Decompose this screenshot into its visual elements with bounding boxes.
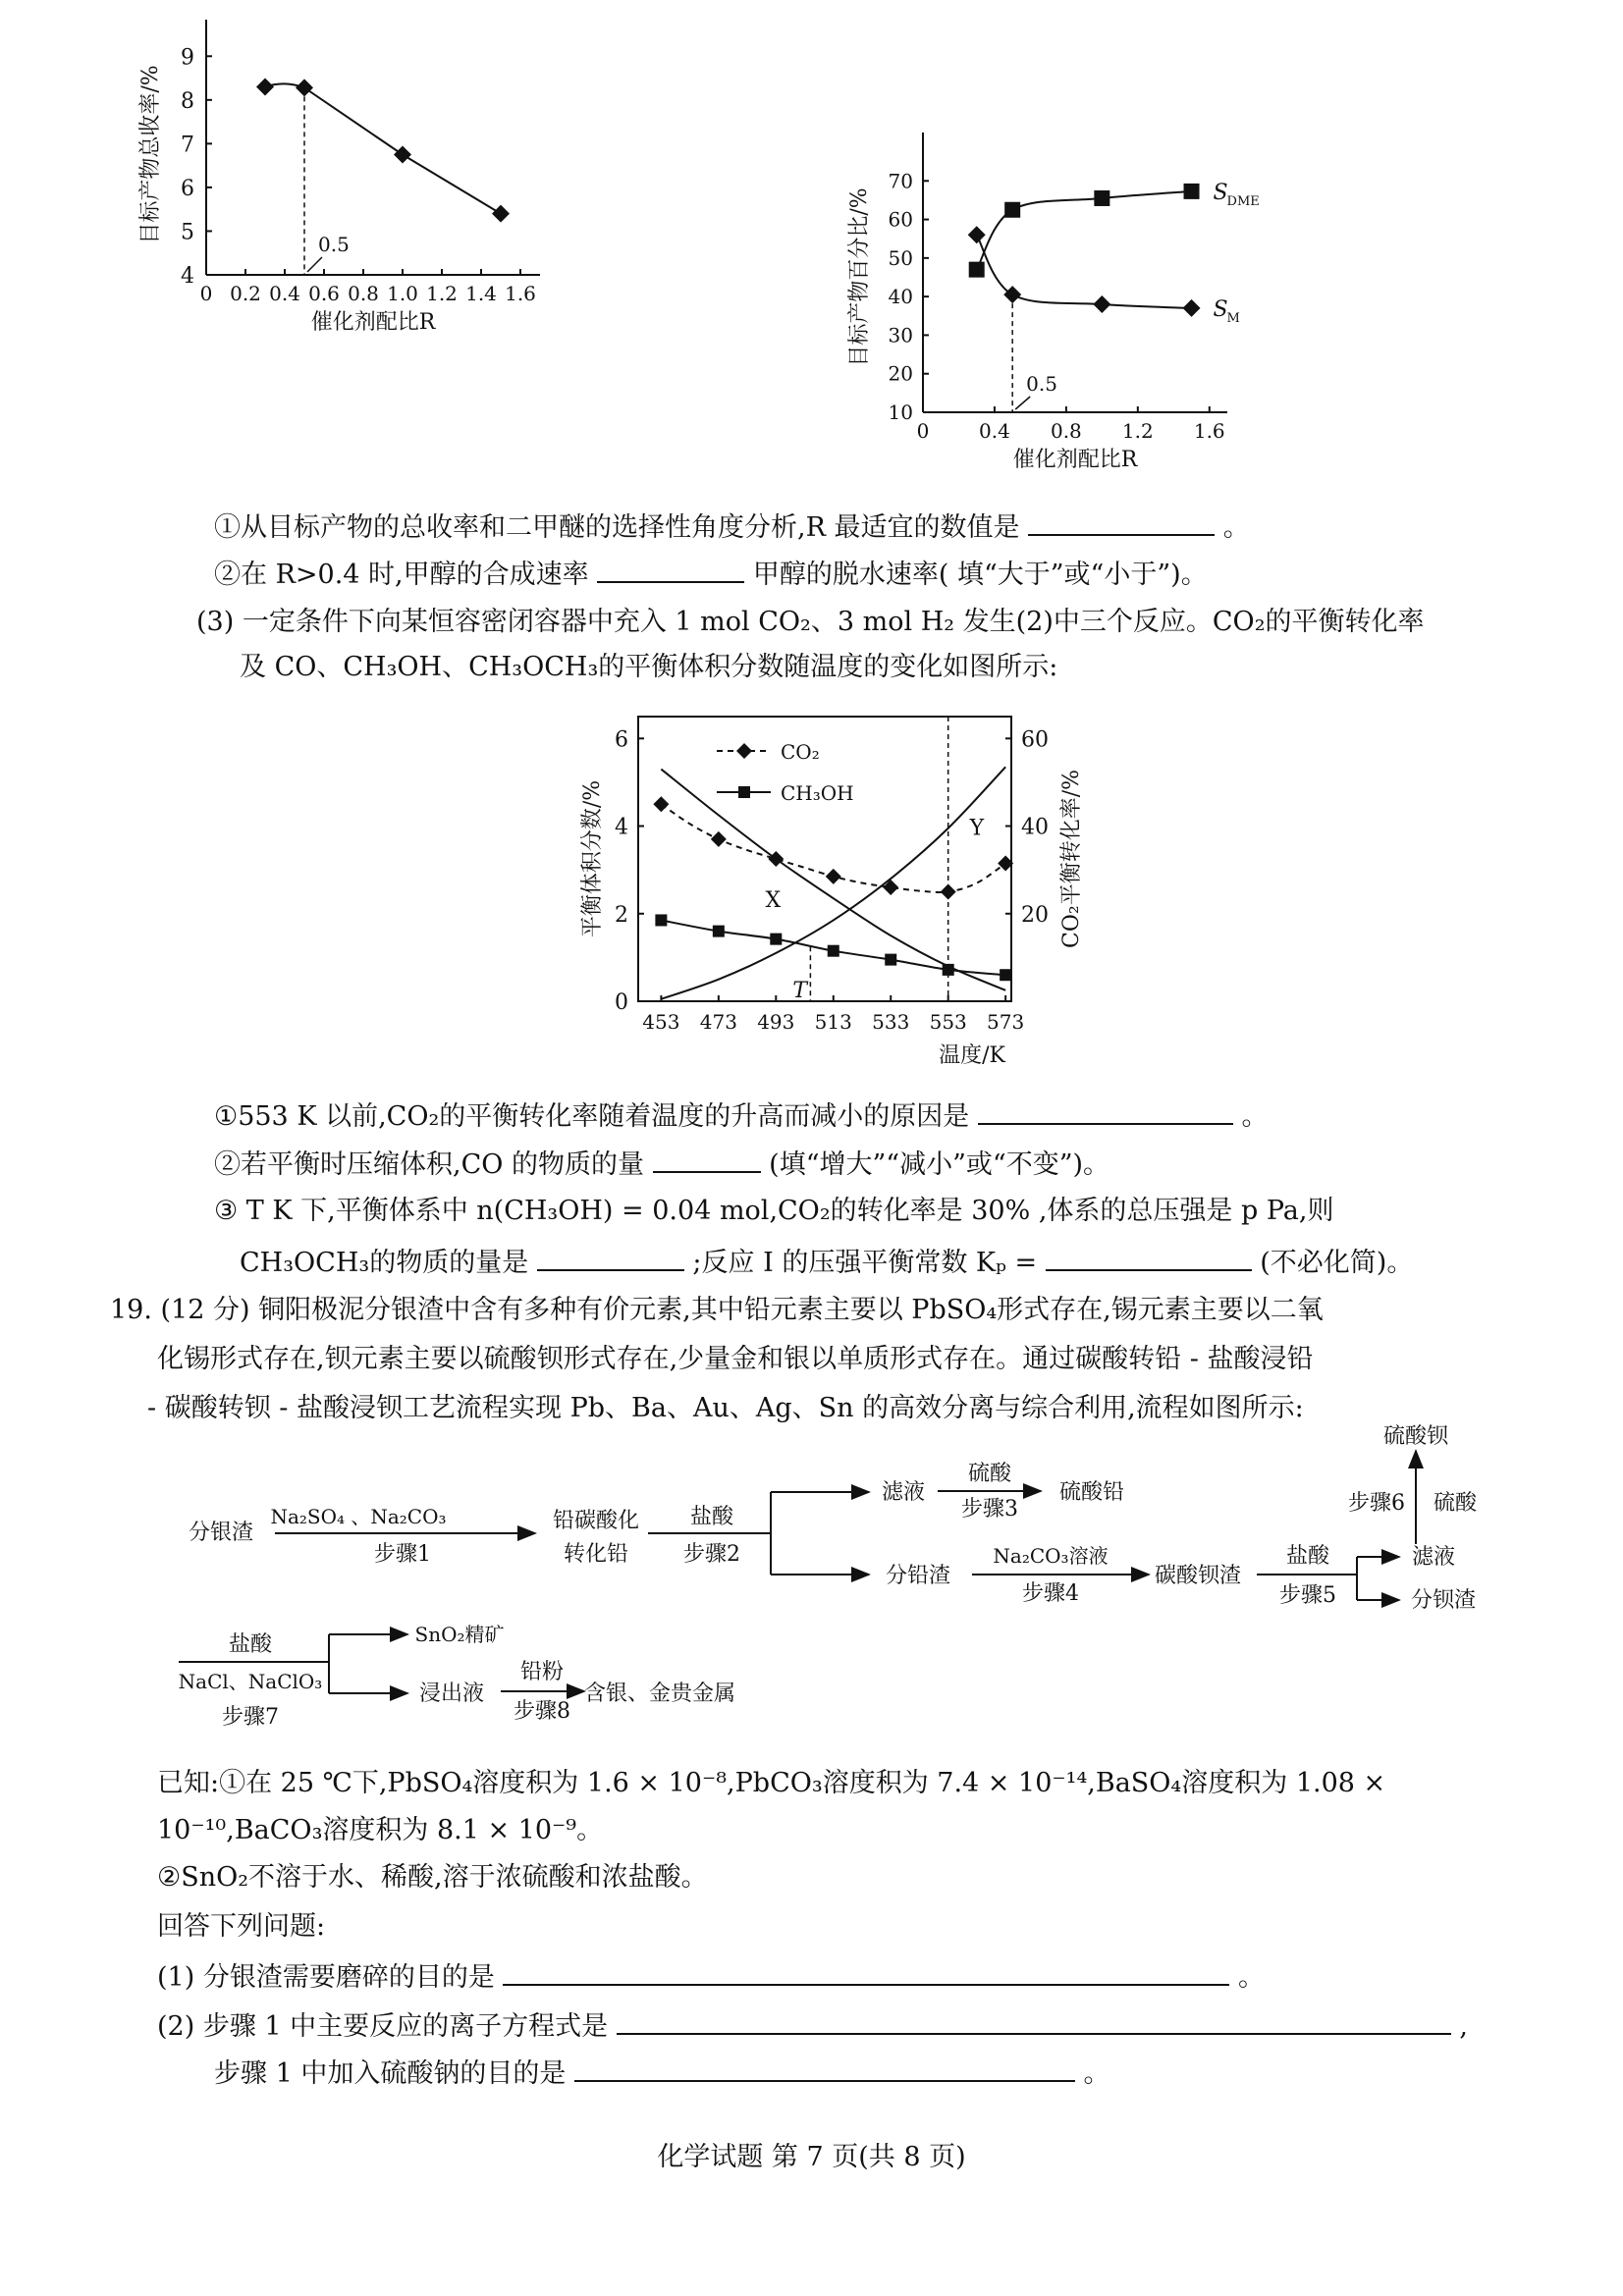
period: 。 xyxy=(1241,1101,1269,1132)
q19-q2 xyxy=(157,2007,1468,2044)
q18-part3-line2: 及 CO、CH₃OH、CH₃OCH₃的平衡体积分数随温度的变化如图所示: xyxy=(240,652,1058,682)
q19-intro-line1: 19. (12 分) 铜阳极泥分银渣中含有多种有价元素,其中铅元素主要以 PbSO₄形式存在,锡元素主要以二氧 xyxy=(110,1295,1324,1325)
y-tick-label: 7 xyxy=(181,133,194,158)
y2-axis-label: CO₂平衡转化率/% xyxy=(1059,769,1084,949)
data-point-square xyxy=(1184,184,1200,199)
q18-part3-2-tail: (填“增大”“减小”或“不变”)。 xyxy=(769,1149,1110,1180)
q19-known2: ②SnO₂不溶于水、稀酸,溶于浓硫酸和浓盐酸。 xyxy=(157,1862,708,1893)
data-point-diamond xyxy=(394,146,411,164)
comma: , xyxy=(1459,2011,1468,2042)
flow-step6: 步骤6 xyxy=(1348,1491,1405,1516)
y-tick-label: 40 xyxy=(888,285,913,309)
q19-intro-line2: 化锡形式存在,钡元素主要以硫酸钡形式存在,少量金和银以单质形式存在。通过碳酸转铅 - 盐酸浸铅 xyxy=(157,1344,1314,1374)
flow-reagent4: Na₂CO₃溶液 xyxy=(993,1544,1109,1568)
y-tick-label: 4 xyxy=(615,815,628,840)
flow-reagent3: 硫酸 xyxy=(967,1462,1012,1486)
data-point-diamond xyxy=(711,831,727,847)
series-label: S xyxy=(1213,180,1228,205)
answer-blank[interactable] xyxy=(1028,508,1215,536)
series-label-subscript: M xyxy=(1226,310,1240,326)
series-line xyxy=(265,83,501,213)
data-point-diamond xyxy=(653,796,669,812)
q18-part3-3-tail: (不必化简)。 xyxy=(1260,1248,1414,1278)
x-tick-label: 0.6 xyxy=(308,282,340,305)
x-tick-label: 0.2 xyxy=(230,282,261,305)
q19-q2b xyxy=(214,2055,1110,2091)
answer-blank[interactable] xyxy=(537,1244,684,1271)
x-tick-label: 0.8 xyxy=(348,282,379,305)
q18-part3-1-text: ①553 K 以前,CO₂的平衡转化率随着温度的升高而减小的原因是 xyxy=(214,1101,970,1132)
plot-frame xyxy=(638,717,1011,1001)
data-point-diamond xyxy=(1183,299,1201,317)
x-tick-label: 453 xyxy=(642,1010,680,1034)
y2-tick-label: 60 xyxy=(1021,727,1049,753)
data-point-square xyxy=(655,914,667,926)
y-tick-label: 20 xyxy=(888,361,913,386)
y2-tick-label: 40 xyxy=(1021,815,1049,840)
x-tick-label: 1.2 xyxy=(1121,419,1154,443)
annotation-label: 0.5 xyxy=(318,233,350,256)
data-point-diamond xyxy=(736,743,752,759)
q18-part3-3-text: CH₃OCH₃的物质的量是 xyxy=(240,1248,529,1278)
q18-part3-3-line2 xyxy=(240,1244,1413,1280)
answer-blank[interactable] xyxy=(617,2007,1451,2035)
q18-part3-3-line1: ③ T K 下,平衡体系中 n(CH₃OH) = 0.04 mol,CO₂的转化率是 30% ,体系的总压强是 p Pa,则 xyxy=(214,1196,1334,1226)
series-label-y: Y xyxy=(969,816,985,841)
data-point-square xyxy=(969,262,985,278)
q18-part2-1 xyxy=(214,508,1250,545)
x-tick-label: 0.8 xyxy=(1050,419,1082,443)
q18-part3-3-kp: ;反应 Ⅰ 的压强平衡常数 Kₚ = xyxy=(692,1248,1038,1278)
answer-blank[interactable] xyxy=(574,2055,1075,2082)
q18-part3-1 xyxy=(214,1097,1268,1134)
x-tick-label: 553 xyxy=(929,1010,967,1034)
q19-answer-prompt: 回答下列问题: xyxy=(157,1911,326,1942)
q18-part2-2 xyxy=(214,556,1208,592)
q18-part3-2-text: ②若平衡时压缩体积,CO 的物质的量 xyxy=(214,1149,644,1180)
flow-prod3: 硫酸铅 xyxy=(1058,1480,1125,1505)
y2-tick-label: 20 xyxy=(1021,902,1049,928)
x-tick-label: 0 xyxy=(199,282,213,305)
y-tick-label: 70 xyxy=(888,169,913,193)
flow-reagent2: 盐酸 xyxy=(689,1505,734,1529)
q19-q1 xyxy=(157,1958,1265,1995)
answer-blank[interactable] xyxy=(978,1097,1233,1125)
q18-part2-1-text: ①从目标产物的总收率和二甲醚的选择性角度分析,R 最适宜的数值是 xyxy=(214,512,1020,543)
annotation-pointer xyxy=(1015,397,1030,409)
q18-part2-2-text: ②在 R>0.4 时,甲醇的合成速率 xyxy=(214,560,589,590)
x-axis-label: 催化剂配比R xyxy=(310,310,436,335)
period: 。 xyxy=(1238,1962,1266,1993)
x-axis-label: 温度/K xyxy=(939,1043,1005,1068)
data-point-square xyxy=(1004,202,1020,218)
x-tick-label: 513 xyxy=(814,1010,852,1034)
flow-step8: 步骤8 xyxy=(514,1699,570,1724)
y-tick-label: 10 xyxy=(888,400,913,424)
period: 。 xyxy=(1222,512,1250,543)
y-tick-label: 0 xyxy=(615,990,628,1015)
flow-prod4: 碳酸钡渣 xyxy=(1154,1564,1242,1588)
flow-filtrate5: 滤液 xyxy=(1411,1545,1456,1570)
y-axis-label: 平衡体积分数/% xyxy=(580,779,605,938)
q19-q2b-text: 步骤 1 中加入硫酸钠的目的是 xyxy=(214,2058,567,2089)
y-tick-label: 4 xyxy=(181,264,194,289)
data-point-square xyxy=(1000,969,1011,981)
flow-prod1b: 转化铅 xyxy=(563,1542,629,1567)
chart-selectivity xyxy=(835,118,1384,501)
flow-residue-pb: 分铅渣 xyxy=(885,1564,951,1588)
q19-known1b: 10⁻¹⁰,BaCO₃溶度积为 8.1 × 10⁻⁹。 xyxy=(157,1815,604,1845)
flow-reagent1: Na₂SO₄ 、Na₂CO₃ xyxy=(270,1505,447,1528)
page-footer: 化学试题 第 7 页(共 8 页) xyxy=(657,2142,966,2172)
answer-blank[interactable] xyxy=(597,556,744,583)
x-tick-label: 1.6 xyxy=(1193,419,1225,443)
q19-intro-line3: - 碳酸转钡 - 盐酸浸钡工艺流程实现 Pb、Ba、Au、Ag、Sn 的高效分离与综合利用,流程如图所示: xyxy=(147,1393,1304,1423)
y-tick-label: 50 xyxy=(888,245,913,270)
series-label: S xyxy=(1213,296,1228,322)
process-flow-diagram xyxy=(167,1424,1542,1737)
answer-blank[interactable] xyxy=(1046,1244,1252,1271)
y-tick-label: 2 xyxy=(615,902,628,928)
annotation-pointer xyxy=(307,257,322,272)
flow-start: 分银渣 xyxy=(188,1521,254,1545)
data-point-square xyxy=(738,786,750,798)
y-tick-label: 8 xyxy=(181,88,194,114)
flow-step1: 步骤1 xyxy=(374,1542,431,1567)
x-tick-label: 473 xyxy=(699,1010,737,1034)
x-tick-label: 533 xyxy=(872,1010,910,1034)
y-tick-label: 5 xyxy=(181,220,194,245)
annotation-label: 0.5 xyxy=(1026,372,1057,396)
chart-total-yield xyxy=(138,10,854,501)
y-tick-label: 9 xyxy=(181,45,194,71)
flow-step5: 步骤5 xyxy=(1279,1583,1336,1608)
flow-prod1a: 铅碳酸化 xyxy=(552,1509,640,1533)
q19-known1: 已知:①在 25 ℃下,PbSO₄溶度积为 1.6 × 10⁻⁸,PbCO₃溶度积为 7.4 × 10⁻¹⁴,BaSO₄溶度积为 1.08 × xyxy=(157,1768,1386,1798)
y-tick-label: 60 xyxy=(888,207,913,232)
x-tick-label: 493 xyxy=(757,1010,795,1034)
flow-reagent7b: NaCl、NaClO₃ xyxy=(178,1670,323,1693)
x-tick-label: 573 xyxy=(987,1010,1025,1034)
data-point-diamond xyxy=(1093,295,1110,313)
flow-filtrate: 滤液 xyxy=(881,1480,926,1505)
x-tick-label: 1.2 xyxy=(426,282,458,305)
data-point-square xyxy=(828,945,839,957)
flow-step2: 步骤2 xyxy=(683,1542,740,1567)
y-tick-label: 30 xyxy=(888,323,913,347)
period: 。 xyxy=(1083,2058,1110,2089)
flow-prod7: SnO₂精矿 xyxy=(414,1623,505,1646)
x-tick-label: 1.6 xyxy=(505,282,536,305)
flow-reagent5: 盐酸 xyxy=(1285,1544,1330,1569)
q19-q2-text: (2) 步骤 1 中主要反应的离子方程式是 xyxy=(157,2011,609,2042)
data-point-diamond xyxy=(826,869,841,884)
data-point-diamond xyxy=(968,226,986,243)
x-tick-label: 1.4 xyxy=(465,282,497,305)
q19-q1-text: (1) 分银渣需要磨碎的目的是 xyxy=(157,1962,495,1993)
data-point-square xyxy=(713,926,725,937)
y-axis-label: 目标产物百分比/% xyxy=(847,187,872,367)
q18-part3-line1: (3) 一定条件下向某恒容密闭容器中充入 1 mol CO₂、3 mol H₂ 发生(2)中三个反应。CO₂的平衡转化率 xyxy=(196,607,1425,637)
x-tick-label: 0.4 xyxy=(979,419,1010,443)
flow-reagent6: 硫酸 xyxy=(1433,1491,1478,1516)
flow-leach: 浸出液 xyxy=(418,1682,485,1706)
y-tick-label: 6 xyxy=(615,727,628,753)
label-t: T xyxy=(792,979,808,1003)
series-label-subscript: DME xyxy=(1226,193,1260,209)
data-point-square xyxy=(770,934,782,945)
y-tick-label: 6 xyxy=(181,176,194,201)
chart-equilibrium xyxy=(579,697,1109,1099)
x-tick-label: 0 xyxy=(916,419,930,443)
flow-prod8: 含银、金贵金属 xyxy=(583,1682,736,1706)
flow-step3: 步骤3 xyxy=(961,1497,1018,1522)
flow-reagent7a: 盐酸 xyxy=(228,1632,273,1657)
x-tick-label: 0.4 xyxy=(269,282,300,305)
q18-part3-2 xyxy=(214,1146,1109,1182)
flow-prod6: 硫酸钡 xyxy=(1382,1424,1449,1449)
data-point-diamond xyxy=(256,78,274,95)
answer-blank[interactable] xyxy=(503,1958,1229,1986)
y-axis-label: 目标产物总收率/% xyxy=(138,65,163,244)
x-axis-label: 催化剂配比R xyxy=(1012,448,1138,472)
legend-label-co2: CO₂ xyxy=(781,740,820,764)
x-tick-label: 1.0 xyxy=(387,282,418,305)
legend-label-ch3oh: CH₃OH xyxy=(781,781,854,805)
q18-part2-2-tail: 甲醇的脱水速率( 填“大于”或“小于”)。 xyxy=(752,560,1208,590)
flow-residue-ba: 分钡渣 xyxy=(1410,1588,1477,1613)
series-label-x: X xyxy=(765,888,782,914)
data-point-diamond xyxy=(492,205,510,223)
flow-reagent8: 铅粉 xyxy=(519,1660,565,1684)
flow-step4: 步骤4 xyxy=(1022,1581,1079,1606)
answer-blank[interactable] xyxy=(653,1146,761,1173)
data-point-square xyxy=(885,954,896,966)
flow-step7: 步骤7 xyxy=(222,1705,279,1730)
data-point-square xyxy=(1094,190,1109,206)
